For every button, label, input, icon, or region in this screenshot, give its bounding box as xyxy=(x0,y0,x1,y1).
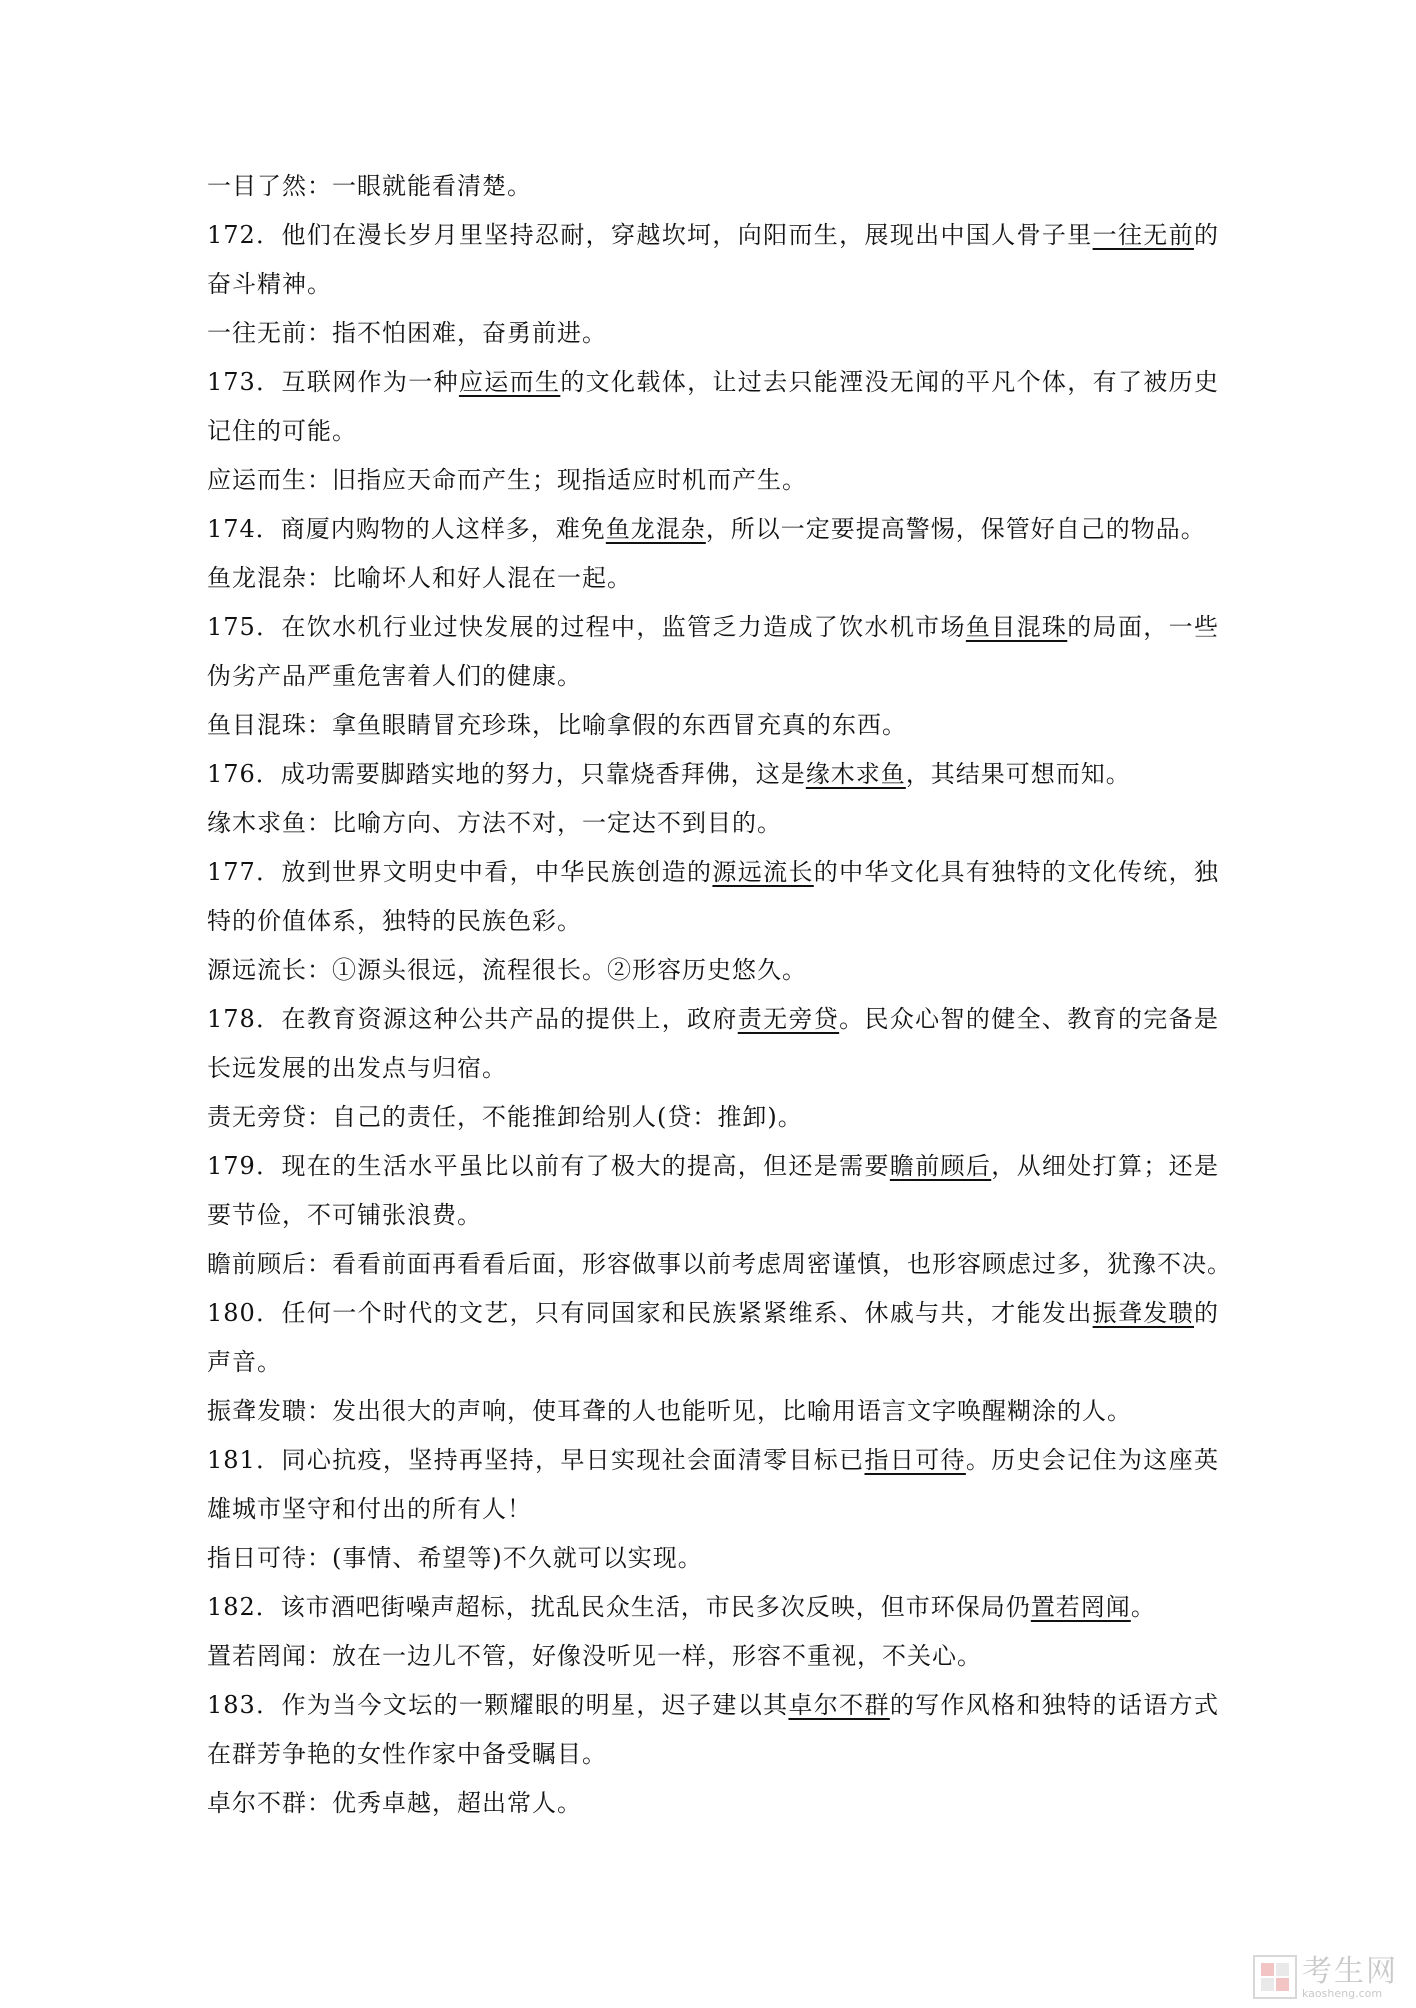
watermark-logo xyxy=(1252,1954,1398,2000)
definition-line: 鱼目混珠：拿鱼眼睛冒充珍珠，比喻拿假的东西冒充真的东西。 xyxy=(207,711,907,739)
question-text: 。历史会记住为这座英雄城市坚守和付出的所有人！ xyxy=(207,1446,1219,1523)
underlined-idiom: 一往无前 xyxy=(1092,221,1194,249)
underlined-idiom: 鱼目混珠 xyxy=(965,613,1068,641)
question-text: 174．商厦内购物的人这样多，难免 xyxy=(207,515,606,543)
underlined-idiom: 源远流长 xyxy=(712,858,814,886)
underlined-idiom: 责无旁贷 xyxy=(737,1005,840,1033)
underlined-idiom: 鱼龙混杂 xyxy=(605,515,706,543)
question-item xyxy=(207,603,1219,701)
question-item xyxy=(207,1681,1219,1779)
question-text: 的写作风格和独特的话语方式在群芳争艳的女性作家中备受瞩目。 xyxy=(207,1691,1220,1768)
question-text: 176．成功需要脚踏实地的努力，只靠烧香拜佛，这是 xyxy=(207,760,806,788)
underlined-idiom: 应运而生 xyxy=(458,368,561,396)
question-text: 的文化载体，让过去只能湮没无闻的平凡个体，有了被历史记住的可能。 xyxy=(207,368,1220,445)
question-text: 。民众心智的健全、教育的完备是长远发展的出发点与归宿。 xyxy=(207,1005,1219,1082)
question-item xyxy=(207,750,1219,799)
definition-line: 一往无前：指不怕困难，奋勇前进。 xyxy=(207,319,607,347)
question-item xyxy=(207,505,1219,554)
definition-line: 鱼龙混杂：比喻坏人和好人混在一起。 xyxy=(207,564,632,592)
question-item xyxy=(207,995,1219,1093)
definition-line: 振聋发聩：发出很大的声响，使耳聋的人也能听见，比喻用语言文字唤醒糊涂的人。 xyxy=(207,1397,1132,1425)
question-text: ，从细处打算；还是要节俭，不可铺张浪费。 xyxy=(207,1152,1220,1229)
question-item xyxy=(207,358,1219,456)
kaosheng-logo-icon xyxy=(1252,1954,1298,2000)
underlined-idiom: 缘木求鱼 xyxy=(805,760,906,788)
question-item xyxy=(207,211,1219,309)
underlined-idiom: 振聋发聩 xyxy=(1092,1299,1194,1327)
question-item xyxy=(207,1583,1219,1632)
watermark-text-en: kaosheng.com xyxy=(1302,1987,1383,2000)
question-item xyxy=(207,1142,1219,1240)
question-text: ，其结果可想而知。 xyxy=(905,760,1131,788)
definition-line: 一目了然：一眼就能看清楚。 xyxy=(207,172,532,200)
question-text: 。 xyxy=(1130,1593,1156,1621)
definition-line: 置若罔闻：放在一边儿不管，好像没听见一样，形容不重视，不关心。 xyxy=(207,1642,982,1670)
question-text: 的局面，一些伪劣产品严重危害着人们的健康。 xyxy=(207,613,1220,690)
question-item xyxy=(207,1436,1219,1534)
question-text: 177．放到世界文明史中看，中华民族创造的 xyxy=(207,858,713,886)
underlined-idiom: 置若罔闻 xyxy=(1030,1593,1131,1621)
question-text: 182．该市酒吧街噪声超标，扰乱民众生活，市民多次反映，但市环保局仍 xyxy=(207,1593,1031,1621)
definition-line: 源远流长：①源头很远，流程很长。②形容历史悠久。 xyxy=(207,956,807,984)
watermark-text-cn: 考生网 xyxy=(1302,1954,1398,1989)
question-text: 180．任何一个时代的文艺，只有同国家和民族紧紧维系、休戚与共，才能发出 xyxy=(207,1299,1093,1327)
question-item xyxy=(207,1289,1219,1387)
question-text: 的声音。 xyxy=(207,1299,1219,1376)
underlined-idiom: 卓尔不群 xyxy=(788,1691,890,1719)
underlined-idiom: 瞻前顾后 xyxy=(889,1152,992,1180)
question-text: ，所以一定要提高警惕，保管好自己的物品。 xyxy=(705,515,1206,543)
definition-line: 缘木求鱼：比喻方向、方法不对，一定达不到目的。 xyxy=(207,809,782,837)
definition-line: 瞻前顾后：看看前面再看看后面，形容做事以前考虑周密谨慎，也形容顾虑过多，犹豫不决。 xyxy=(207,1250,1232,1278)
underlined-idiom: 指日可待 xyxy=(864,1446,966,1474)
question-item xyxy=(207,848,1219,946)
question-text: 的奋斗精神。 xyxy=(207,221,1219,298)
question-text: 172．他们在漫长岁月里坚持忍耐，穿越坎坷，向阳而生，展现出中国人骨子里 xyxy=(207,221,1093,249)
question-text: 183．作为当今文坛的一颗耀眼的明星，迟子建以其 xyxy=(207,1691,789,1719)
question-text: 179．现在的生活水平虽比以前有了极大的提高，但还是需要 xyxy=(207,1152,890,1180)
question-text: 的中华文化具有独特的文化传统，独特的价值体系，独特的民族色彩。 xyxy=(207,858,1220,935)
question-text: 173．互联网作为一种 xyxy=(207,368,459,396)
question-text: 181．同心抗疫，坚持再坚持，早日实现社会面清零目标已 xyxy=(207,1446,865,1474)
definition-line: 责无旁贷：自己的责任，不能推卸给别人(贷：推卸)。 xyxy=(207,1103,803,1131)
question-text: 175．在饮水机行业过快发展的过程中，监管乏力造成了饮水机市场 xyxy=(207,613,966,641)
document-body xyxy=(207,162,1232,1828)
question-text: 178．在教育资源这种公共产品的提供上，政府 xyxy=(207,1005,738,1033)
definition-line: 卓尔不群：优秀卓越，超出常人。 xyxy=(207,1789,582,1817)
definition-line: 应运而生：旧指应天命而产生；现指适应时机而产生。 xyxy=(207,466,807,494)
definition-line: 指日可待：(事情、希望等)不久就可以实现。 xyxy=(207,1544,703,1572)
